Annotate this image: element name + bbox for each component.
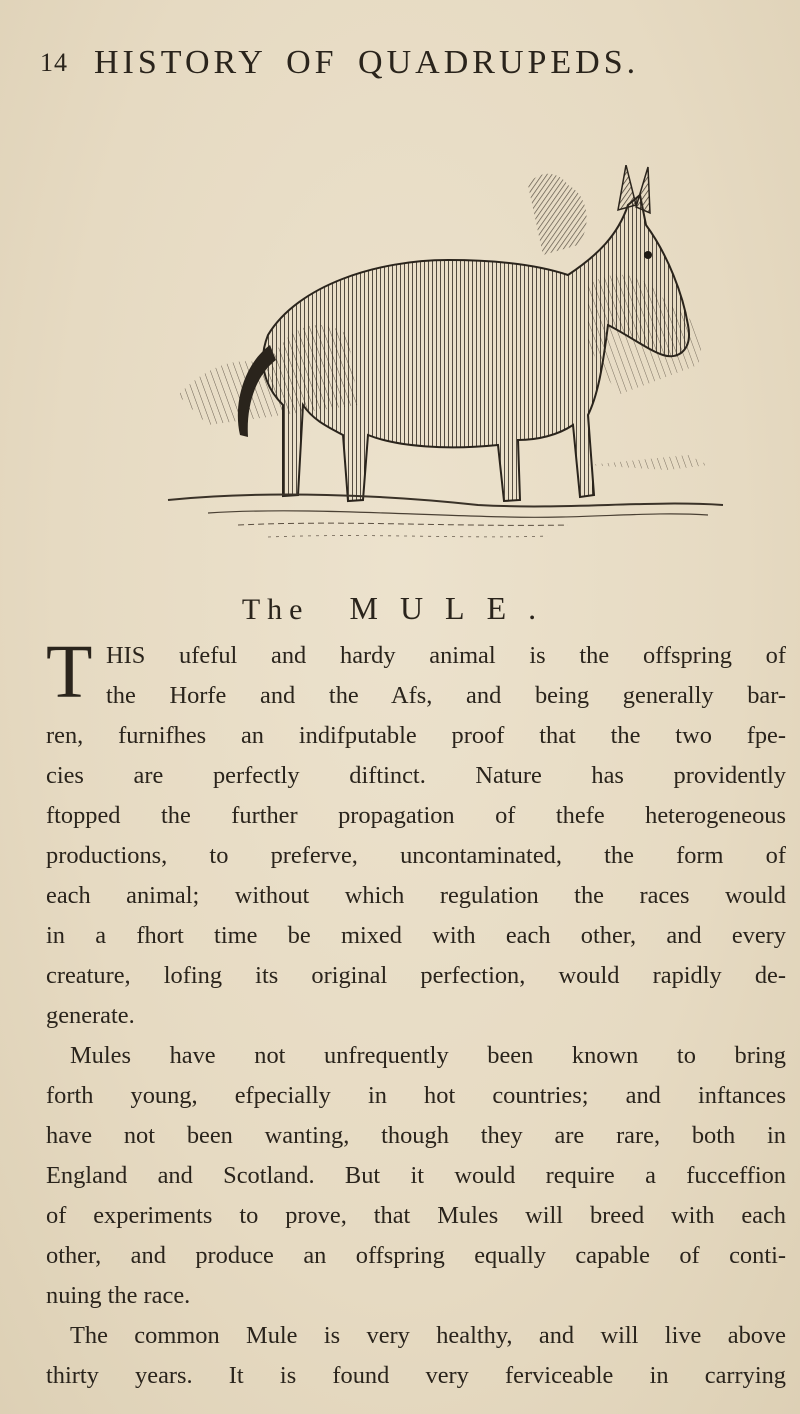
text-line: each animal; without which regulation the races would [46, 882, 786, 909]
mule-engraving-icon [148, 165, 728, 585]
text-line: creature, lofing its original perfection, would rapidly de- [46, 962, 786, 989]
paragraph-1 [46, 630, 786, 1036]
text-line: thirty years. It is found very ferviceable in carrying [46, 1362, 786, 1389]
text-line: The common Mule is very healthy, and will live above [70, 1322, 786, 1349]
text-line: Mules have not unfrequently been known to bring [70, 1042, 786, 1069]
text-line: cies are perfectly diftinct. Nature has providently [46, 762, 786, 789]
text-line: generate. [46, 1002, 135, 1029]
text-line: the Horfe and the Afs, and being generally bar- [106, 682, 786, 709]
text-line: of experiments to prove, that Mules will breed with each [46, 1202, 786, 1229]
drop-cap: T [46, 630, 93, 714]
running-head: HISTORY OF QUADRUPEDS. [94, 44, 640, 81]
paragraph-2 [46, 1036, 786, 1316]
paragraph-3 [46, 1316, 786, 1396]
text-line: in a fhort time be mixed with each other, and every [46, 922, 786, 949]
page-number: 14 [40, 48, 68, 77]
text-line: ftopped the further propagation of thefe heterogeneous [46, 802, 786, 829]
text-line: forth young, efpecially in hot countries; and inftances [46, 1082, 786, 1109]
text-line: England and Scotland. But it would require a fucceffion [46, 1162, 786, 1189]
text-line: ren, furnifhes an indifputable proof that the two fpe- [46, 722, 786, 749]
article-body [46, 630, 786, 1396]
text-line: nuing the race. [46, 1282, 191, 1309]
text-line: productions, to preferve, uncontaminated, the form of [46, 842, 786, 869]
text-line: HIS ufeful and hardy animal is the offspring of [106, 642, 786, 669]
text-line: have not been wanting, though they are rare, both in [46, 1122, 786, 1149]
plate-title-the: The [241, 593, 310, 626]
text-line: other, and produce an offspring equally capable of conti- [46, 1242, 786, 1269]
plate-title [0, 590, 800, 627]
plate-title-mule: MULE. [349, 590, 559, 626]
